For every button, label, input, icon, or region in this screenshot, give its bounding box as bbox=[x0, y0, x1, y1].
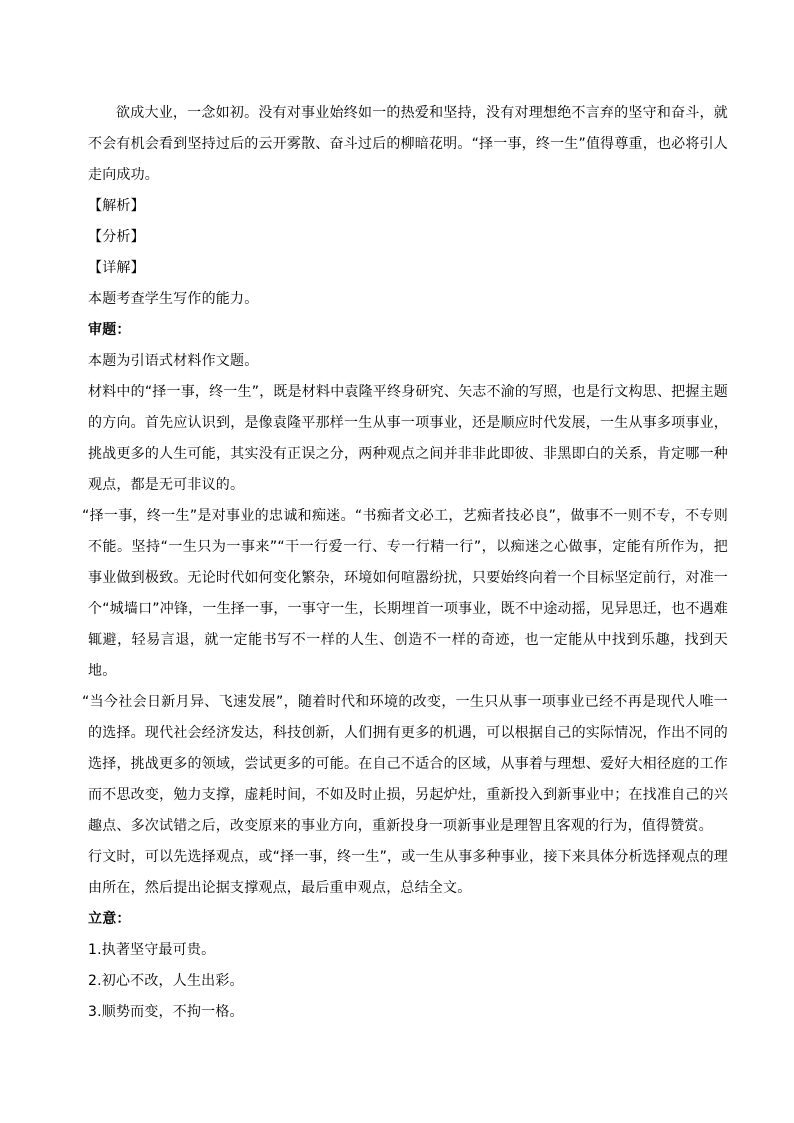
viewpoint-two-paragraph: “当今社会日新月异、飞速发展”，随着时代和环境的改变，一生只从事一项事业已经不再是现代人唯一的选择。现代社会经济发达，科技创新，人们拥有更多的机遇，可以根据自己的实际情况，作出不同的选择，挑战更多的领域，尝试更多的可能。在自己不适合的区域，从事着与理想、爱好大相径庭的工作而不思改变，勉力支撑，虚耗时间，不如及时止损，另起炉灶，重新投入到新事业中；在找准自己的兴趣点、多次试错之后，改变原来的事业方向，重新投身一项新事业是理智且客观的行为，值得赞赏。 bbox=[82, 694, 728, 834]
section-label-fenxi: 【分析】 bbox=[88, 229, 145, 245]
document-body bbox=[82, 98, 728, 1028]
writing-guidance-paragraph: 行文时，可以先选择观点，或“择一事，终一生”，或一生从事多种事业，接下来具体分析选择观点的理由所在，然后提出论据支撑观点，最后重申观点，总结全文。 bbox=[88, 849, 728, 896]
viewpoint-one-paragraph: “择一事，终一生”是对事业的忠诚和痴迷。“书痴者文必工，艺痴者技必良”，做事不一则不专，不专则不能。坚持“一生只为一事来”“干一行爱一行、专一行精一行”，以痴迷之心做事，定能有所作为，把事业做到极致。无论时代如何变化繁杂，环境如何喧嚣纷扰，只要始终向着一个目标坚定前行，对准一个“城墙口”冲锋，一生择一事，一事守一生，长期埋首一项事业，既不中途动摇，见异思迁，也不遇难辄避，轻易言退，就一定能书写不一样的人生、创造不一样的奇迹，也一定能从中找到乐趣，找到天地。 bbox=[82, 508, 728, 679]
intro-paragraph: 欲成大业，一念如初。没有对事业始终如一的热爱和坚持，没有对理想绝不言弃的坚守和奋斗，就不会有机会看到坚持过后的云开雾散、奋斗过后的柳暗花明。“择一事，终一生”值得尊重，也必将引人走向成功。 bbox=[88, 105, 728, 183]
section-label-xiangjie: 【详解】 bbox=[88, 260, 145, 276]
heading-liyi: 立意： bbox=[88, 911, 131, 927]
thesis-item-1: 1.执著坚守最可贵。 bbox=[88, 942, 216, 958]
section-label-jiexi: 【解析】 bbox=[88, 198, 145, 214]
question-purpose-text: 本题考查学生写作的能力。 bbox=[88, 291, 259, 307]
thesis-item-2: 2.初心不改，人生出彩。 bbox=[88, 973, 244, 989]
heading-shenti: 审题： bbox=[88, 322, 131, 338]
thesis-item-3: 3.顺势而变，不拘一格。 bbox=[88, 1004, 244, 1020]
material-analysis-paragraph: 材料中的“择一事，终一生”，既是材料中袁隆平终身研究、矢志不渝的写照，也是行文构思、把握主题的方向。首先应认识到，是像袁隆平那样一生从事一项事业，还是顺应时代发展，一生从事多项事业，挑战更多的人生可能，其实没有正误之分，两种观点之间并非非此即彼、非黑即白的关系，肯定哪一种观点，都是无可非议的。 bbox=[88, 384, 728, 493]
question-type-text: 本题为引语式材料作文题。 bbox=[88, 353, 259, 369]
